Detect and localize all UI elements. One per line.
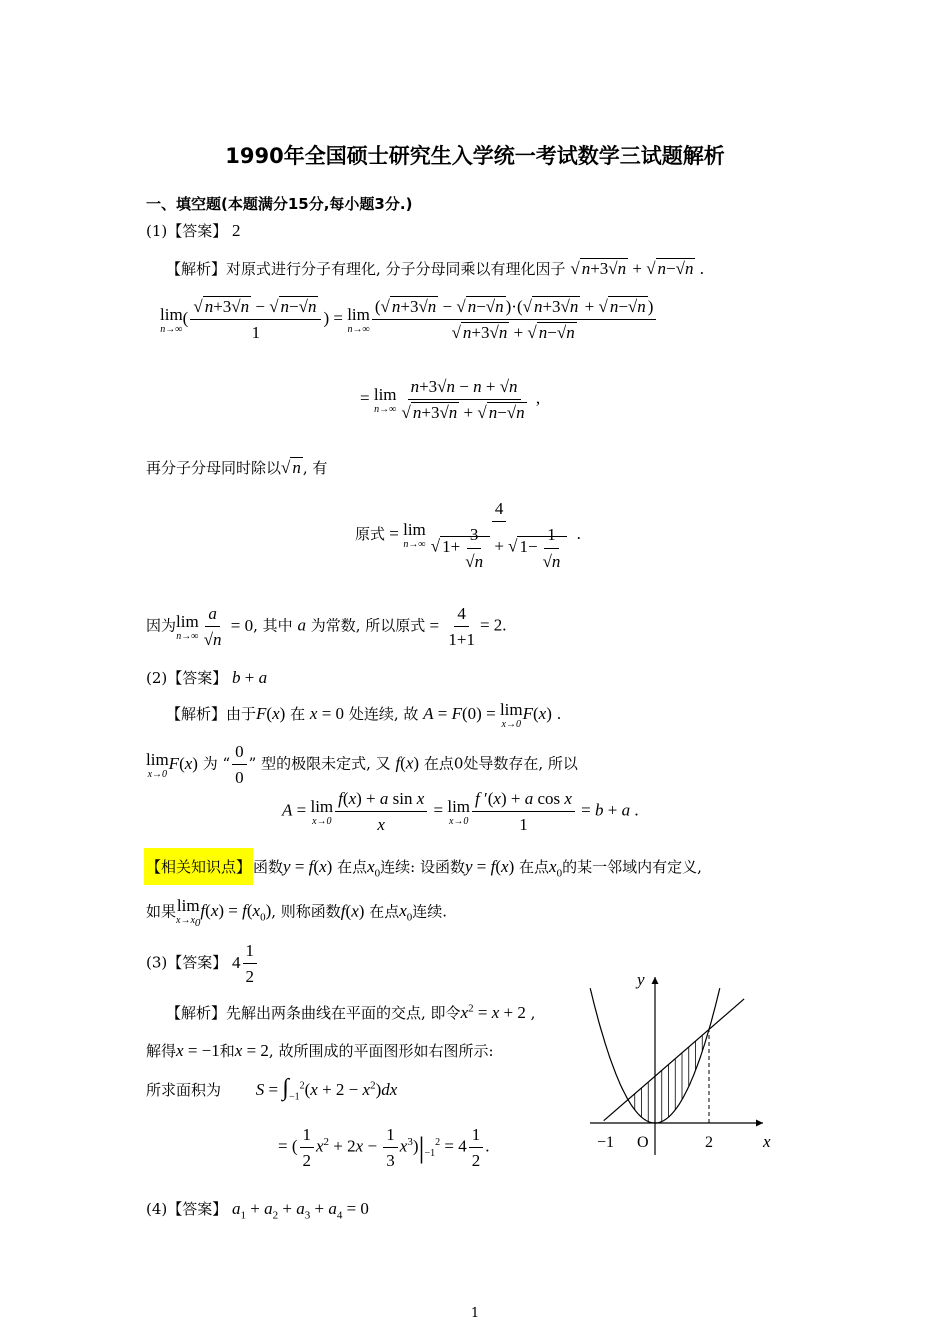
q1-analysis-text: 对原式进行分子有理化, 分子分母同乘以有理化因子	[226, 260, 566, 278]
q2-t3: 处连续, 故	[348, 704, 419, 723]
x-label: x	[763, 1132, 771, 1151]
q1-label: (1)【答案】	[146, 222, 228, 240]
q1-equation-1: lim n→∞ ( $\frac{√ n+3√n - √ n-√n}{1}$ ) = lim n→∞ $\frac{(√ n+3√n - √ n-√n )\cdot(√ n+3√n + √ n-√n )}{√ n+3√n + √ n-√n}$	[160, 296, 658, 344]
q2-t2: 在	[290, 704, 306, 723]
section-heading: 一、填空题(本题满分15分,每小题3分.)	[146, 195, 413, 213]
q1-rationalizing-factor: √ n+3√n + √ n−√n .	[570, 259, 704, 278]
q2-knowledge-label: 【相关知识点】	[144, 848, 253, 885]
q3-t5: 所求面积为	[146, 1081, 222, 1099]
q1-step2-suffix: , 有	[302, 459, 328, 477]
q2-kp-t5: 的某一邻域内有定义,	[562, 858, 702, 876]
q2-kp-t9: 连续.	[412, 902, 448, 921]
q2-kp-t4: 在点	[519, 858, 550, 876]
q1-analysis-line	[166, 258, 704, 279]
q3-answer: 4 $\frac{1}{2}$	[232, 953, 259, 972]
q1-conclusion-line: 因为 lim n→∞ $\frac{a}{√n}$ = 0, 其中 a 为常数, 所以原式 = $\frac{4}{1+1}$ = 2.	[146, 604, 507, 650]
q2-kp-t7: , 则称函数	[271, 902, 341, 921]
q1-because: 因为	[146, 616, 177, 635]
q1-step2-line: 再分子分母同时除以√ n , 有	[146, 458, 328, 477]
q3-label: (3)【答案】	[146, 953, 228, 972]
q3-line2: 解得x = −1和x = 2, 故所围成的平面图形如右图所示:	[146, 1041, 494, 1060]
origin-label: O	[637, 1134, 649, 1151]
q3-equation: = ( $\frac{1}{2}$ $x^2 + 2x$ − $\frac{1}{3}$ $x^3)|_{-1}^2 = 4$ $\frac{1}{2}$ .	[278, 1125, 490, 1171]
q2-kp-t1: 函数	[253, 858, 284, 876]
page-number: 1	[470, 1306, 480, 1321]
q1-because-mid2: 为常数, 所以原式	[310, 616, 426, 635]
q2-kp-t3: 连续: 设函数	[380, 858, 465, 876]
q1-because-end: = 2.	[479, 615, 507, 635]
q2-knowledge-line: 【相关知识点】 函数y = f(x) 在点$x_0$连续: 设函数y = f(x) 在点$x_0$的某一邻域内有定义,	[144, 848, 702, 885]
line-y-x-plus-2	[604, 999, 744, 1121]
page-title: 1990年全国硕士研究生入学统一考试数学三试题解析	[225, 144, 725, 168]
q1-orig-label: 原式	[355, 526, 386, 543]
q4-answer-line	[146, 1198, 369, 1221]
q2-answer: b + a	[232, 668, 268, 687]
q3-t3: 和	[219, 1042, 235, 1060]
q2-kp-t2: 在点	[337, 858, 368, 876]
q3-analysis-line: 【解析】先解出两条曲线在平面的交点, 即令$x^2 = x + 2$ ,	[166, 1002, 536, 1022]
tick-2: 2	[705, 1134, 713, 1151]
q3-t1: 先解出两条曲线在平面的交点, 即令	[226, 1004, 461, 1022]
q1-analysis-label: 【解析】	[166, 260, 227, 278]
y-label: y	[637, 970, 645, 989]
q3-line3: 所求面积为 $S = \int_{-1}^2(x + 2 - x^2)dx$	[146, 1075, 398, 1103]
q3-analysis-label: 【解析】	[166, 1004, 227, 1022]
q2-t1: 由于	[226, 704, 257, 723]
q1-because-mid: , 其中	[253, 616, 293, 635]
q3-t2: 解得	[146, 1042, 177, 1060]
q3-answer-line	[146, 940, 259, 988]
q2-analysis-line: 【解析】由于F(x) 在 x = 0 处连续, 故 A = F(0) = lim x→0 F(x) .	[166, 700, 562, 730]
q2-kp-t8: 在点	[369, 902, 400, 921]
q2-label: (2)【答案】	[146, 669, 228, 687]
q4-answer: $a_1 + a_2 + a_3 + a_4 = 0$	[232, 1199, 369, 1222]
q1-answer-line	[146, 220, 241, 241]
tick-neg1: −1	[597, 1134, 615, 1151]
q1-step2-prefix: 再分子分母同时除以	[146, 459, 282, 477]
q2-answer-line	[146, 667, 267, 688]
q1-equation-3: 原式 = lim n→∞ 4 √ 1+ $\frac{3}{√n}$ + √ 1− $\frac{1}{√n}$ .	[355, 499, 581, 571]
q2-line2: lim x→0 F(x) 为 “ $\frac{0}{0}$ ” 型的极限未定式, 又 f(x) 在点0处导数存在, 所以	[146, 742, 578, 788]
q2-kp-t6: 如果	[146, 902, 177, 921]
q3-graph	[585, 965, 785, 1160]
q4-label: (4)【答案】	[146, 1200, 228, 1218]
q2-t6: 在点0处导数存在, 所以	[423, 754, 578, 773]
q2-equation: A = lim x→0 $\frac{\text{f(x) + a sin x}}{x}$ = lim x→0 $\frac{\text{f ′(x) + a cos x}}{1}$ = b + a .	[282, 789, 639, 835]
q2-t4: 为 “	[202, 754, 231, 773]
q1-answer: 2	[232, 221, 241, 240]
q2-t5: ” 型的极限未定式, 又	[248, 754, 391, 773]
q1-equation-2: = lim n→∞ $\frac{n+3√n - n + √n}{√ n+3√n + √ n-√n}$ ,	[360, 377, 541, 423]
q2-analysis-label: 【解析】	[166, 704, 227, 723]
q2-knowledge-line2: 如果 lim $x\to x_0$ $f(x) = f(x_0)$, 则称函数f(x) 在点$x_0$连续.	[146, 896, 448, 929]
q3-t4: , 故所围成的平面图形如右图所示:	[268, 1042, 494, 1060]
